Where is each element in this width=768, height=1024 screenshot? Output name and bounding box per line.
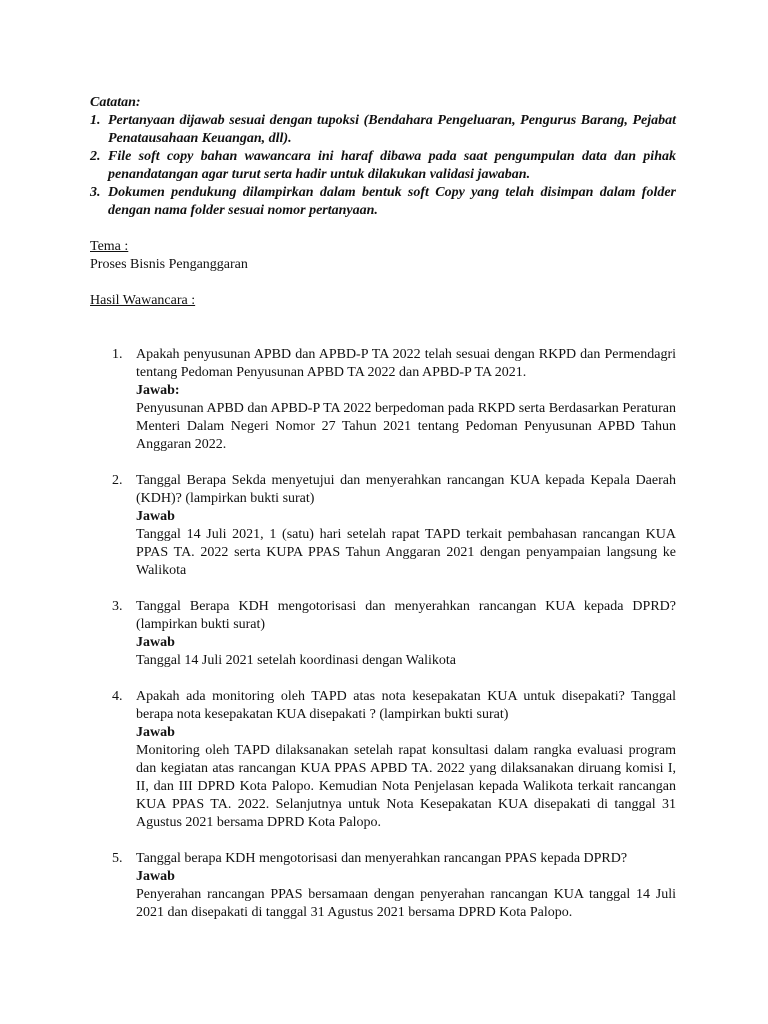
- qa-item: [90, 346, 676, 454]
- note-number: 2.: [90, 149, 101, 164]
- qa-question: Apakah penyusunan APBD dan APBD-P TA 2022 telah sesuai dengan RKPD dan Permendagri tentang Pedoman Penyusunan APBD TA 2022 dan APBD-P TA 2021.: [136, 347, 676, 380]
- note-number: 3.: [90, 185, 101, 200]
- qa-number: 3.: [112, 599, 123, 614]
- qa-answer-label: Jawab: [136, 869, 175, 884]
- qa-answer-label: Jawab: [136, 509, 175, 524]
- qa-item: [90, 598, 676, 670]
- qa-answer-label: Jawab: [136, 725, 175, 740]
- document-page: [90, 94, 676, 940]
- hasil-wawancara-label: Hasil Wawancara :: [90, 293, 196, 308]
- note-item: [90, 112, 676, 148]
- qa-number: 1.: [112, 347, 123, 362]
- qa-answer: Tanggal 14 Juli 2021, 1 (satu) hari setelah rapat TAPD terkait pembahasan rancangan KUA PPAS TA. 2022 serta KUPA PPAS Tahun Anggaran 2021 dengan penyampaian langsung ke Walikota: [136, 527, 676, 578]
- note-item: [90, 184, 676, 220]
- qa-item: [90, 688, 676, 832]
- qa-item: [90, 850, 676, 922]
- qa-question: Apakah ada monitoring oleh TAPD atas nota kesepakatan KUA untuk disepakati? Tanggal berapa nota kesepakatan KUA disepakati ? (lampirkan bukti surat): [136, 689, 676, 722]
- note-number: 1.: [90, 113, 101, 128]
- qa-number: 5.: [112, 851, 123, 866]
- qa-answer-label: Jawab:: [136, 383, 180, 398]
- tema-value: Proses Bisnis Penganggaran: [90, 257, 248, 272]
- qa-answer: Monitoring oleh TAPD dilaksanakan setelah rapat konsultasi dalam rangka evaluasi program dan kegiatan atas rancangan KUA PPAS APBD TA. 2022 yang dilaksanakan diruang komisi I, II, dan III DPRD Kota Palopo. Kemudian Nota Penjelasan kepada Walikota terkait rancangan KUA PPAS TA. 2022. Selanjutnya untuk Nota Kesepakatan KUA disepakati di tanggal 31 Agustus 2021 bersama DPRD Kota Palopo.: [136, 743, 676, 830]
- spacer: [90, 328, 676, 346]
- note-item: [90, 148, 676, 184]
- qa-item: [90, 472, 676, 580]
- note-text: Pertanyaan dijawab sesuai dengan tupoksi (Bendahara Pengeluaran, Pengurus Barang, Pejabat Penatausahaan Keuangan, dll).: [108, 113, 676, 146]
- qa-answer: Tanggal 14 Juli 2021 setelah koordinasi dengan Walikota: [136, 653, 456, 668]
- qa-answer: Penyusunan APBD dan APBD-P TA 2022 berpedoman pada RKPD serta Berdasarkan Peraturan Menteri Dalam Negeri Nomor 27 Tahun 2021 tentang Pedoman Penyusunan APBD Tahun Anggaran 2022.: [136, 401, 676, 452]
- qa-answer: Penyerahan rancangan PPAS bersamaan dengan penyerahan rancangan KUA tanggal 14 Juli 2021 dan disepakati di tanggal 31 Agustus 2021 bersama DPRD Kota Palopo.: [136, 887, 676, 920]
- note-text: Dokumen pendukung dilampirkan dalam bentuk soft Copy yang telah disimpan dalam folder dengan nama folder sesuai nomor pertanyaan.: [108, 185, 676, 218]
- spacer: [90, 220, 676, 238]
- tema-section: [90, 238, 676, 274]
- notes-title: Catatan:: [90, 95, 141, 110]
- qa-question: Tanggal Berapa Sekda menyetujui dan menyerahkan rancangan KUA kepada Kepala Daerah (KDH)? (lampirkan bukti surat): [136, 473, 676, 506]
- qa-question: Tanggal Berapa KDH mengotorisasi dan menyerahkan rancangan KUA kepada DPRD? (lampirkan bukti surat): [136, 599, 676, 632]
- qa-question: Tanggal berapa KDH mengotorisasi dan menyerahkan rancangan PPAS kepada DPRD?: [136, 851, 628, 866]
- notes-list: [90, 112, 676, 220]
- qa-number: 4.: [112, 689, 123, 704]
- tema-label: Tema :: [90, 239, 129, 254]
- spacer: [90, 310, 676, 328]
- qa-answer-label: Jawab: [136, 635, 175, 650]
- qa-list: [90, 346, 676, 922]
- note-text: File soft copy bahan wawancara ini haraf dibawa pada saat pengumpulan data dan pihak penandatangan agar turut serta hadir untuk dilakukan validasi jawaban.: [108, 149, 676, 182]
- notes-section: [90, 94, 676, 220]
- qa-number: 2.: [112, 473, 123, 488]
- spacer: [90, 274, 676, 292]
